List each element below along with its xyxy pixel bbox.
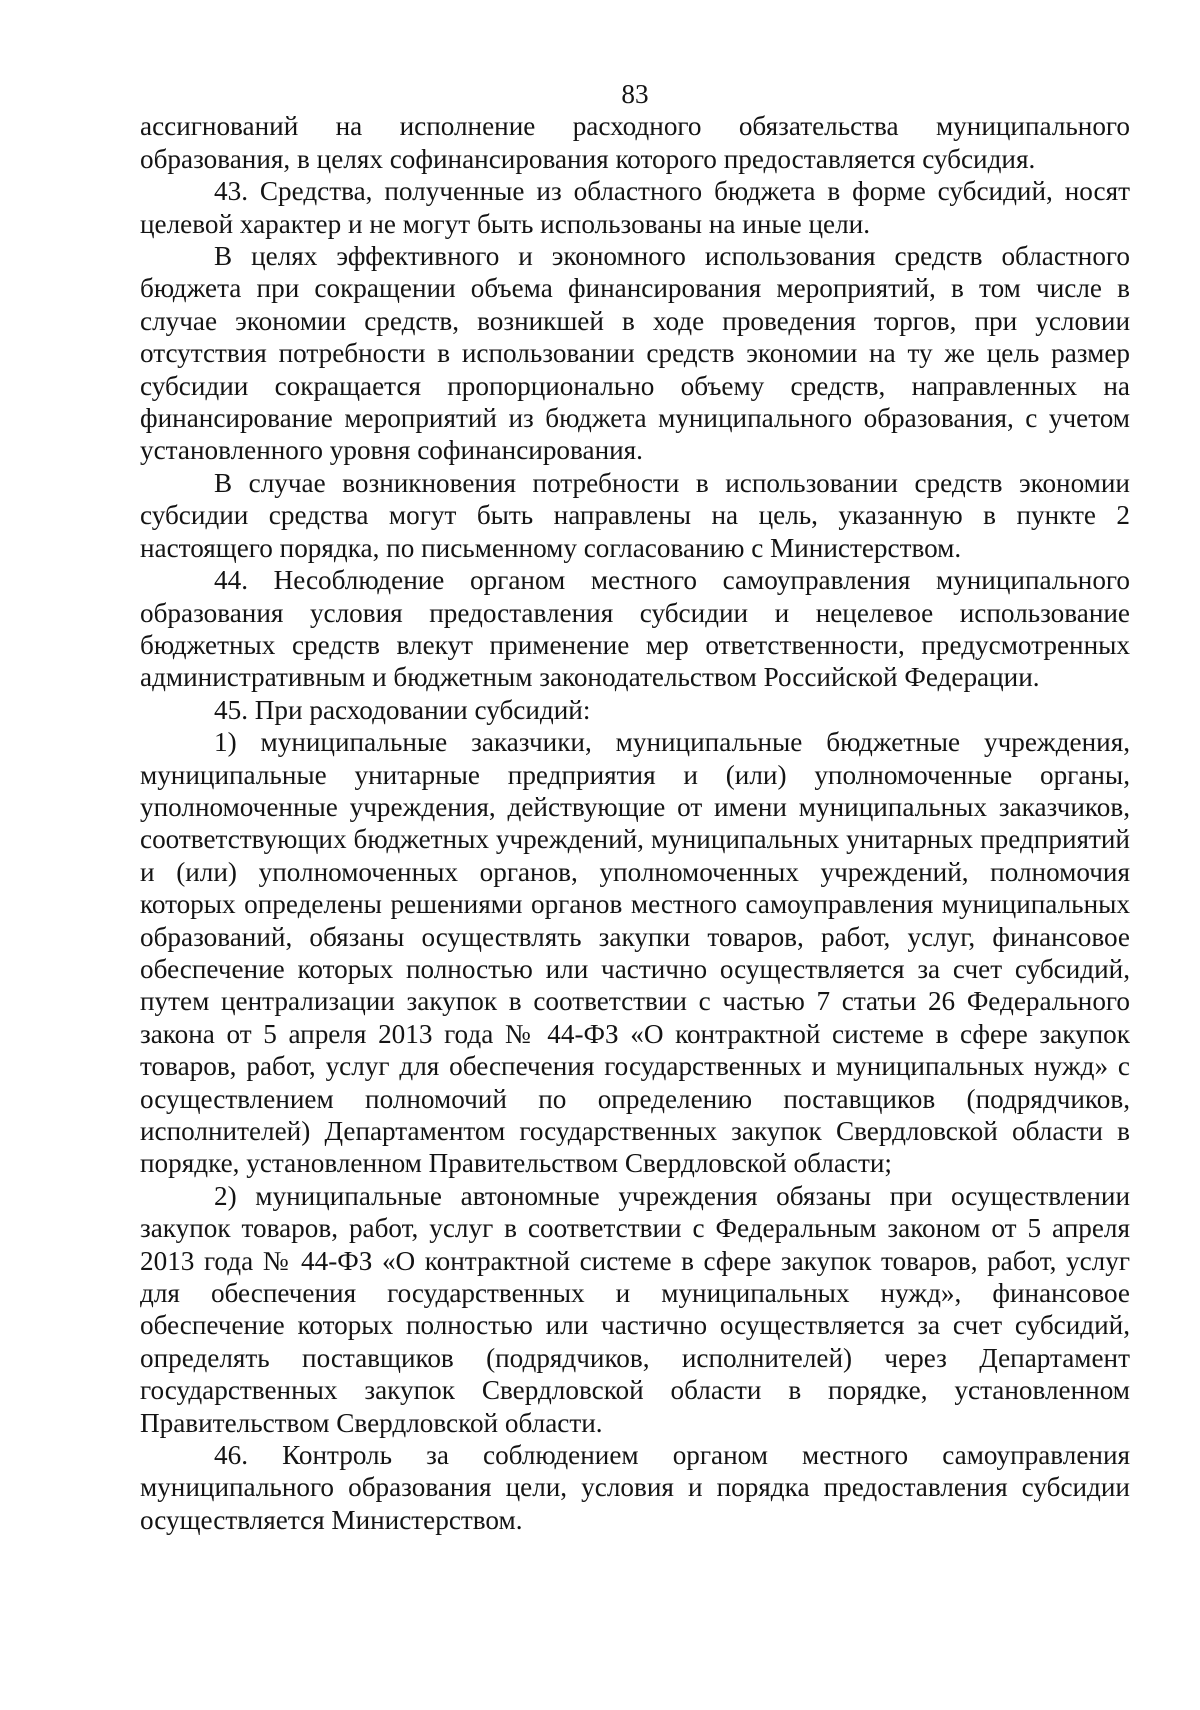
- page-number: 83: [621, 79, 649, 109]
- paragraph-43: 43. Средства, полученные из областного бюджета в форме субсидий, носят целевой характер и не могут быть использованы на иные цели.: [140, 176, 1130, 239]
- paragraph-45: 45. При расходовании субсидий:: [214, 694, 591, 725]
- document-page: [140, 78, 1130, 1536]
- paragraph-43-savings-use: В случае возникновения потребности в использовании средств экономии субсидии средства могут быть направлены на цель, указанную в пункте 2 настоящего порядка, по письменному согласованию с Министерством.: [140, 467, 1130, 563]
- paragraph-45-item-1: 1) муниципальные заказчики, муниципальные бюджетные учреждения, муниципальные унитарные предприятия и (или) уполномоченные органы, уполномоченные учреждения, действующие от имени муниципальных заказчиков, соответствующих бюджетных учреждений, муниципальных унитарных предприятий и (или) уполномоченных органов, уполномоченных учреждений, полномочия которых определены решениями органов местного самоуправления муниципальных образований, обязаны осуществлять закупки товаров, работ, услуг, финансовое обеспечение которых полностью или частично осуществляется за счет субсидий, путем централизации закупок в соответствии с частью 7 статьи 26 Федерального закона от 5 апреля 2013 года № 44-ФЗ «О контрактной системе в сфере закупок товаров, работ, услуг для обеспечения государственных и муниципальных нужд» с осуществлением полномочий по определению поставщиков (подрядчиков, исполнителей) Департаментом государственных закупок Свердловской области в порядке, установленном Правительством Свердловской области;: [140, 727, 1130, 1179]
- paragraph-continuation: ассигнований на исполнение расходного обязательства муниципального образования, в целях софинансирования которого предоставляется субсидия.: [140, 111, 1130, 174]
- paragraph-46: 46. Контроль за соблюдением органом местного самоуправления муниципального образования цели, условия и порядка предоставления субсидии осуществляется Министерством.: [140, 1440, 1130, 1535]
- paragraph-45-item-2: 2) муниципальные автономные учреждения обязаны при осуществлении закупок товаров, работ, услуг в соответствии с Федеральным законом от 5 апреля 2013 года № 44-ФЗ «О контрактной системе в сфере закупок товаров, работ, услуг для обеспечения государственных и муниципальных нужд», финансовое обеспечение которых полностью или частично осуществляется за счет субсидий, определять поставщиков (подрядчиков, исполнителей) через Департамент государственных закупок Свердловской области в порядке, установленном Правительством Свердловской области.: [140, 1180, 1130, 1438]
- paragraph-44: 44. Несоблюдение органом местного самоуправления муниципального образования условия предоставления субсидии и нецелевое использование бюджетных средств влекут применение мер ответственности, предусмотренных административным и бюджетным законодательством Российской Федерации.: [140, 565, 1130, 693]
- paragraph-43-economy: В целях эффективного и экономного использования средств областного бюджета при сокращении объема финансирования мероприятий, в том числе в случае экономии средств, возникшей в ходе проведения торгов, при условии отсутствия потребности в использовании средств экономии на ту же цель размер субсидии сокращается пропорционально объему средств, направленных на финансирование мероприятий из бюджета муниципального образования, с учетом установленного уровня софинансирования.: [140, 241, 1130, 466]
